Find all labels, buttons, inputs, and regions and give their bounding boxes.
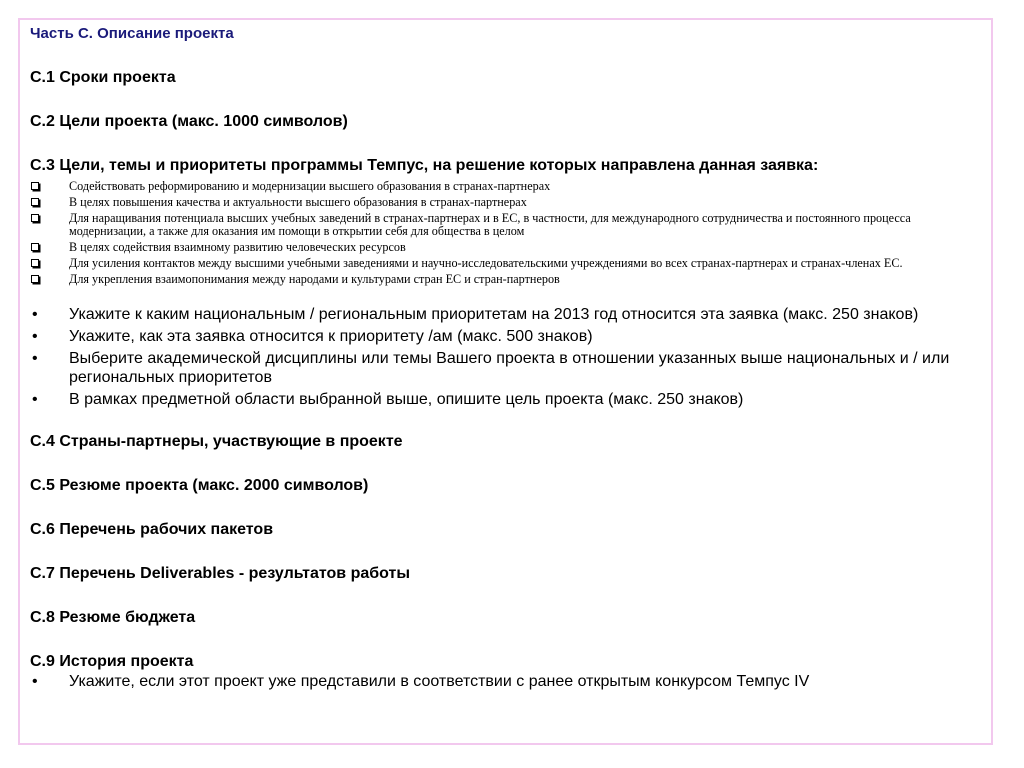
part-title: Часть С. Описание проекта <box>30 25 234 42</box>
checklist-item-text: Содействовать реформированию и модернизации высшего образования в странах-партнерах <box>69 179 551 193</box>
checklist-item <box>30 273 990 286</box>
c3-checklist <box>30 180 990 285</box>
checkbox-icon <box>31 198 39 206</box>
bullet-item-text: Выберите академической дисциплины или темы Вашего проекта в отношении указанных выше национальных и / или региональных приоритетов <box>69 349 950 386</box>
checklist-item-text: В целях повышения качества и актуальности высшего образования в странах-партнерах <box>69 195 527 209</box>
checklist-item-text: В целях содействия взаимному развитию человеческих ресурсов <box>69 239 406 254</box>
checklist-item <box>30 180 990 193</box>
checklist-item-text: Для усиления контактов между высшими учебными заведениями и научно-исследовательскими учреждениями во всех странах-партнерах и странах-членах ЕС. <box>69 255 903 270</box>
bullet-icon: • <box>32 305 38 323</box>
checklist-item-text: Для наращивания потенциала высших учебных заведений в странах-партнерах и в ЕС, в частности, для международного сотрудничества и постоянного процесса модернизации, а также для оказания им помощи в открытии себя для общества в целом <box>69 211 911 238</box>
bullet-item-text: Укажите к каким национальным / региональным приоритетам на 2013 год относится эта заявка (макс. 250 знаков) <box>69 305 919 323</box>
checklist-item-text: Для укрепления взаимопонимания между народами и культурами стран ЕС и стран-партнеров <box>69 271 560 286</box>
checkbox-icon <box>31 182 39 190</box>
section-c7-heading: С.7 Перечень Deliverables - результатов работы <box>30 564 410 582</box>
section-c9-heading: С.9 История проекта <box>30 652 194 670</box>
bullet-icon: • <box>32 327 38 345</box>
bullet-item <box>30 349 990 387</box>
section-c3-heading: С.3 Цели, темы и приоритеты программы Темпус, на решение которых направлена данная заявка: <box>30 157 819 174</box>
bullet-icon: • <box>32 349 38 367</box>
c3-bullets <box>30 305 990 409</box>
checkbox-icon <box>31 243 39 251</box>
checklist-item <box>30 257 990 270</box>
document-content <box>30 24 990 694</box>
section-c1-heading: С.1 Сроки проекта <box>30 69 176 86</box>
bullet-item-text: В рамках предметной области выбранной выше, опишите цель проекта (макс. 250 знаков) <box>69 390 744 408</box>
section-c2-heading: С.2 Цели проекта (макс. 1000 символов) <box>30 113 348 130</box>
checkbox-icon <box>31 214 39 222</box>
section-c5-heading: С.5 Резюме проекта (макс. 2000 символов) <box>30 476 369 494</box>
bullet-item <box>30 327 990 346</box>
checkbox-icon <box>31 259 39 267</box>
section-c4-heading: С.4 Страны-партнеры, участвующие в проекте <box>30 432 403 450</box>
checkbox-icon <box>31 275 39 283</box>
bullet-item-text: Укажите, как эта заявка относится к приоритету /ам (макс. 500 знаков) <box>69 327 593 345</box>
bullet-item-text: Укажите, если этот проект уже представили в соответствии с ранее открытым конкурсом Темпус IV <box>69 672 810 690</box>
bullet-item <box>30 672 990 691</box>
section-c6-heading: С.6 Перечень рабочих пакетов <box>30 520 274 538</box>
checklist-item <box>30 241 990 254</box>
bullet-icon: • <box>32 390 38 408</box>
section-c8-heading: С.8 Резюме бюджета <box>30 608 196 626</box>
checklist-item <box>30 212 990 237</box>
bullet-icon: • <box>32 672 38 690</box>
checklist-item <box>30 196 990 209</box>
bullet-item <box>30 390 990 409</box>
c9-bullets <box>30 672 990 691</box>
bullet-item <box>30 305 990 324</box>
